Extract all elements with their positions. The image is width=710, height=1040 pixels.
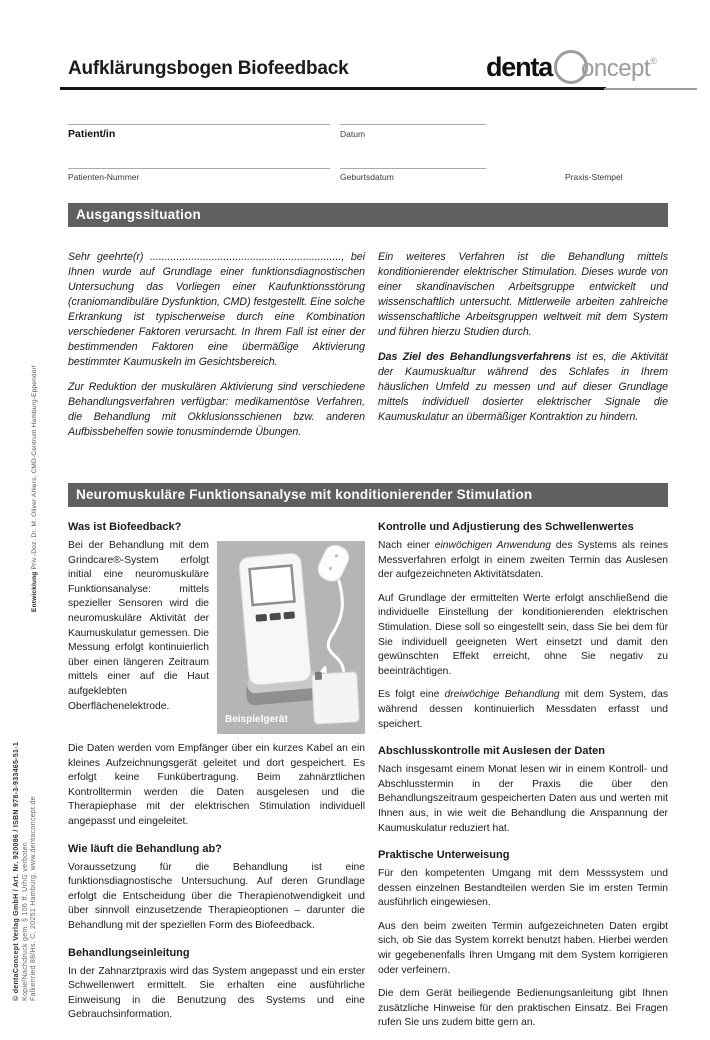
copyright-line: © dentaConcept Verlag GmbH / Art. Nr. 920086 / ISBN 978-3-933465-51-1 bbox=[13, 741, 20, 1001]
section-ausgangssituation bbox=[68, 250, 668, 450]
copyright-line: Falkenried 88/Hs. C, 20251 Hamburg, www.dentaconcept.de bbox=[30, 796, 37, 1001]
paragraph: In der Zahnarztpraxis wird das System angepasst und ein erster Schwellenwert ermittelt. Sie erhalten eine ausführliche Einweisung in die Benutzung des Systems und eine Gebrauchsinformation. bbox=[68, 965, 365, 1021]
paragraph: Ein weiteres Verfahren ist die Behandlung mittels konditionierender elektrischer Stimulation. Dieses wurde von einer skandinavischen Arbeitsgruppe entwickelt und wissenschaftlich untersucht. Mittlerweile arbeiten zahlreiche wissenschaftliche Arbeitsgruppen weltweit mit dem System und führen hierzu Studien durch. bbox=[378, 251, 668, 338]
paragraph: Die dem Gerät beiliegende Bedienungsanleitung gibt Ihnen zusätzliche Hinweise für den praktischen Einsatz. Bei Fragen rufen Sie uns zudem bitte gern an. bbox=[378, 988, 668, 1029]
paragraph: Voraussetzung für die Behandlung ist eine funktionsdiagnostische Untersuchung. Auf deren Grundlage erfolgt die Entscheidung über die Therapienotwendigkeit und über sinnvoll einzusetzende Therapieoptionen – darunter die Behandlung mit der speziellen Form des Biofeedback. bbox=[68, 861, 365, 931]
paragraph: Das Ziel des Behandlungsverfahrens ist es, die Aktivität der Kaumuskualtur während des Schlafes in Ihrem häuslichen Umfeld zu messen und auf dieser Grundlage mittels individuell dosierter elektrischer Signale die Kaumuskulatur an übermäßiger Kontraktion zu hindern. bbox=[378, 351, 668, 423]
header-rule bbox=[60, 87, 606, 90]
header-rule-gray bbox=[604, 88, 697, 90]
subheading-wie-laeuft-die-behandlung-ab: Wie läuft die Behandlung ab? bbox=[68, 842, 222, 855]
praxis-stamp-label: Praxis-Stempel bbox=[565, 172, 623, 182]
section-funktionsanalyse bbox=[68, 521, 668, 1040]
date-line bbox=[340, 124, 486, 125]
copyright-line: Kopie/Nachdruck gem. § 106 ff. UrhG verboten bbox=[21, 842, 29, 1001]
biofeedback-device-illustration bbox=[217, 541, 365, 734]
photo-caption: Beispielgerät bbox=[225, 714, 288, 725]
paragraph: Bei der Behandlung mit dem Grindcare®-System erfolgt initial eine neuromuskuläre Funktionsanalyse: mittels spezieller Sensoren wird die neuromuskuläre Aktivität der Kaumuskulatur gemessen. Die Messung erfolgt kontinuierlich über einen längeren Zeitraum mittels einer auf die Haut aufgeklebten Oberflächenelektrode. bbox=[68, 540, 209, 712]
subheading-behandlungseinleitung: Behandlungseinleitung bbox=[68, 946, 190, 959]
text-with-photo bbox=[68, 539, 365, 830]
bold-lead: Das Ziel des Behandlungsverfahrens bbox=[378, 351, 572, 363]
column-right bbox=[378, 250, 668, 450]
subheading-abschlusskontrolle: Abschlusskontrolle mit Auslesen der Daten bbox=[378, 745, 605, 758]
column-left bbox=[68, 250, 365, 450]
paragraph: Für den kompetenten Umgang mit dem Messsystem und dessen einzelnen Bestandteilen werden Sie im ersten Termin ausführlich eingewiesen. bbox=[378, 868, 668, 909]
patient-label: Patient/in bbox=[68, 128, 116, 140]
subheading-kontrolle-und-adjustierung: Kontrolle und Adjustierung des Schwellenwertes bbox=[378, 521, 634, 533]
birthdate-line bbox=[340, 168, 486, 169]
paragraph: Nach einer einwöchigen Anwendung des Systems als reines Messverfahren erfolgt in einem zweiten Termin das Auslesen der aufgezeichneten Aktivitätsdaten. bbox=[378, 540, 668, 581]
paragraph: Zur Reduktion der muskulären Aktivierung sind verschiedene Behandlungsverfahren verfügbar: medikamentöse Verfahren, die Behandlung mit Okklusionsschienen bzw. anderen Aufbissbehelfen sowie tonusmindernde Übungen. bbox=[68, 381, 365, 438]
patient-name-line bbox=[68, 124, 330, 125]
paragraph: Nach insgesamt einem Monat lesen wir in einem Kontroll- und Abschlusstermin in der Praxis die über den Behandlungszeitraum gespeicherten Daten aus und werten mit Ihnen aus, in wie weit die Behandlung die Anspannung der Kaumuskulatur reduziert hat. bbox=[378, 764, 668, 834]
margin-copyright bbox=[13, 742, 39, 1001]
section-heading-ausgangssituation: Ausgangssituation bbox=[68, 203, 668, 227]
patient-number-label: Patienten-Nummer bbox=[68, 172, 140, 182]
paragraph: Sehr geehrte(r) ................................................................., bei Ihnen wurde auf Grundlage einer funktionsdiagnostischen Untersuchung das Vorliegen einer Kaufunktionsstörung (craniomandibuläre Dysfunktion, CMD) festgestellt. Eine solche Erkrankung ist typischerweise durch eine Kombination verschiedener Faktoren verursacht. In Ihrem Fall ist einer der bestimmenden Faktoren eine übermäßige Aktivierung bestimmter Kaumuskeln im Gesichtsbereich. bbox=[68, 251, 365, 368]
subheading-was-ist-biofeedback: Was ist Biofeedback? bbox=[68, 521, 182, 533]
column-left bbox=[68, 521, 365, 1040]
page-title: Aufklärungsbogen Biofeedback bbox=[68, 58, 349, 79]
emphasis: dreiwöchige Behandlung bbox=[444, 689, 560, 701]
paragraph: Auf Grundlage der ermittelten Werte erfolgt anschließend die individuelle Einstellung der konditionierenden elektrischen Stimulation. Diese soll so eingestellt sein, dass Sie bei dem für Sie individuell geeigneten Wert einsetzt und damit den gewünschten Effekt erreicht, ohne Sie negativ zu beeinträchtigen. bbox=[378, 592, 668, 677]
birthdate-label: Geburtsdatum bbox=[340, 172, 394, 182]
date-label: Datum bbox=[340, 129, 366, 139]
section-heading-funktionsanalyse: Neuromuskuläre Funktionsanalyse mit konditionierender Stimulation bbox=[68, 483, 668, 507]
subheading-praktische-unterweisung: Praktische Unterweisung bbox=[378, 849, 510, 862]
patient-number-line bbox=[68, 168, 330, 169]
paragraph: Aus den beim zweiten Termin aufgezeichneten Daten ergibt sich, ob Sie das System korrekt benutzt haben. Hierbei werden wir gegebenenfalls Ihren Umgang mit dem System korrigieren oder verfeinern. bbox=[378, 920, 668, 976]
dentaconcept-logo bbox=[486, 50, 656, 84]
paragraph: Die Daten werden vom Empfänger über ein kurzes Kabel an ein kleines Aufzeichnungsgerät geleitet und dort gespeichert. Es erfolgt keine Funkübertragung. Beim zahnärztlichen Kontrolltermin werden die Daten ausgelesen und die Therapiephase mit der elektrischen Stimulation individuell angepasst und eingeleitet. bbox=[68, 743, 365, 827]
registered-mark: ® bbox=[650, 56, 657, 66]
logo-text-concept: oncept® bbox=[581, 55, 657, 82]
margin-development-credit: Entwicklung Priv.-Doz. Dr. M. Oliver Ahlers, CMD-Centrum Hamburg-Eppendorf bbox=[31, 365, 38, 612]
emphasis: einwöchigen Anwendung bbox=[434, 540, 551, 551]
paragraph: Es folgt eine dreiwöchige Behandlung mit dem System, das während dessen kontinuierlich Messdaten erfasst und speichert. bbox=[378, 689, 669, 730]
logo-text-denta: denta bbox=[486, 52, 553, 82]
column-right bbox=[378, 521, 668, 1040]
device-photo bbox=[217, 541, 365, 734]
